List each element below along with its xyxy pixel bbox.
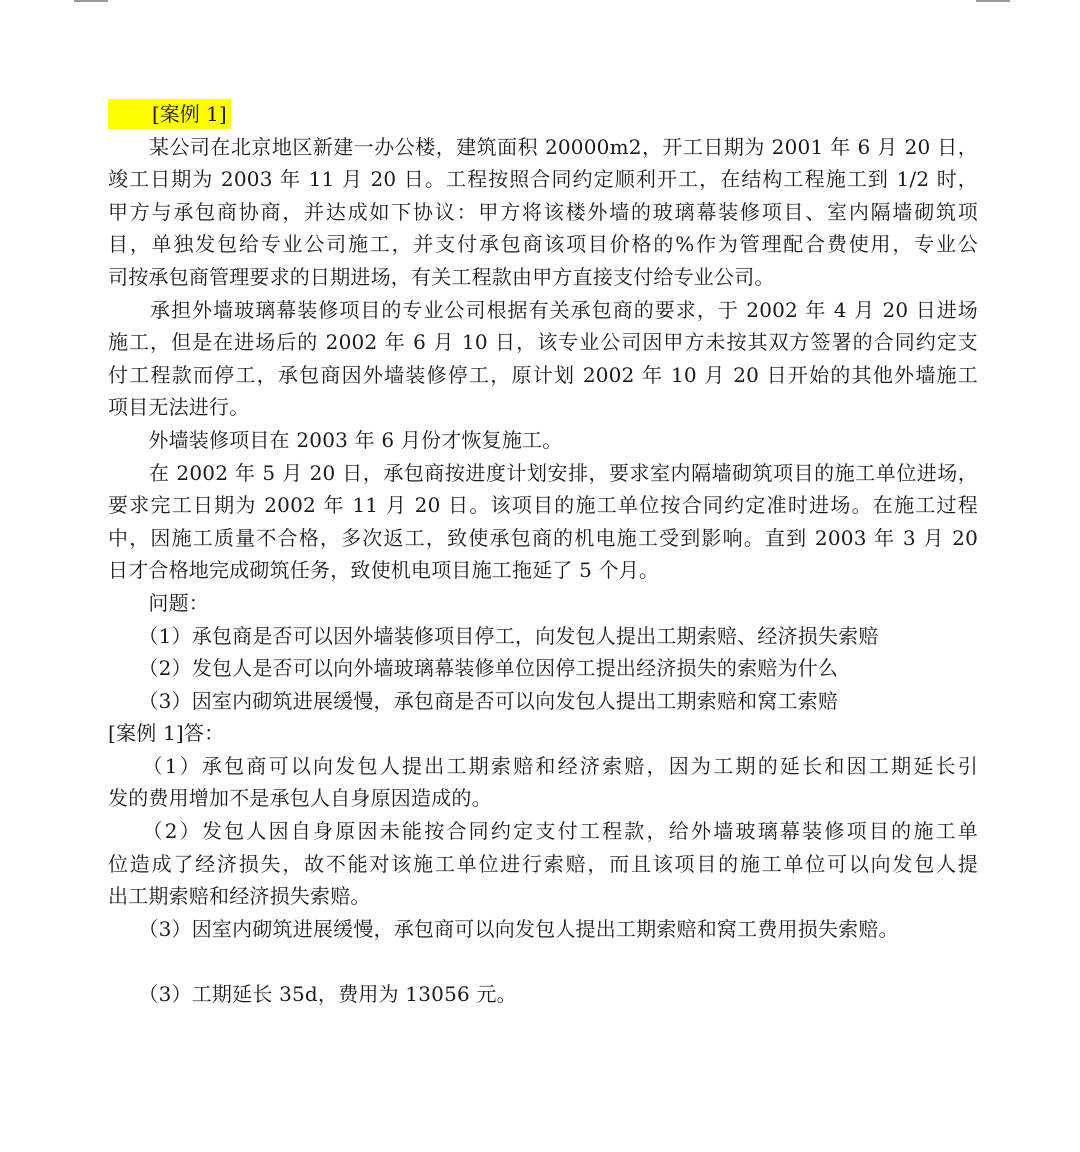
paragraph-gap (108, 945, 978, 978)
paragraph-p4 (108, 457, 978, 587)
page-corner-mark-right (976, 0, 1010, 2)
document-page (108, 98, 978, 1011)
text-line: 项目无法进行。 (108, 395, 250, 420)
text-line: 承担外墙玻璃幕装修项目的专业公司根据有关承包商的要求，于 2002 年 4 月 20 日进场 (108, 297, 978, 322)
text-line: （1）承包商是否可以因外墙装修项目停工，向发包人提出工期索赔、经济损失索赔 (108, 623, 879, 648)
text-line: （2）发包人是否可以向外墙玻璃幕装修单位因停工提出经济损失的索赔为什么 (108, 656, 839, 681)
text-line: [案例 1]答： (108, 721, 225, 746)
text-line: 位造成了经济损失，故不能对该施工单位进行索赔，而且该项目的施工单位可以向发包人提 (108, 851, 978, 876)
text-line: 在 2002 年 5 月 20 日，承包商按进度计划安排，要求室内隔墙砌筑项目的施工单位进场， (108, 460, 978, 485)
paragraph-a2 (108, 815, 978, 913)
text-line: 目，单独发包给专业公司施工，并支付承包商该项目价格的%作为管理配合费使用，专业公 (108, 232, 978, 257)
text-line: 出工期索赔和经济损失索赔。 (108, 884, 371, 909)
text-line: 日才合格地完成砌筑任务，致使机电项目施工拖延了 5 个月。 (108, 558, 660, 583)
page-corner-mark-left (74, 0, 108, 2)
text-line: （2）发包人因自身原因未能按合同约定支付工程款，给外墙玻璃幕装修项目的施工单 (108, 819, 978, 844)
text-line: 付工程款而停工，承包商因外墙装修停工，原计划 2002 年 10 月 20 日开始的其他外墙施工 (108, 362, 978, 387)
paragraph-q2 (108, 652, 978, 685)
text-line: 外墙装修项目在 2003 年 6 月份才恢复施工。 (108, 427, 563, 452)
text-line: 甲方与承包商协商，并达成如下协议：甲方将该楼外墙的玻璃幕装修项目、室内隔墙砌筑项 (108, 199, 978, 224)
text-line: （3）因室内砌筑进展缓慢，承包商是否可以向发包人提出工期索赔和窝工索赔 (108, 688, 839, 713)
text-line: 某公司在北京地区新建一办公楼，建筑面积 20000m2，开工日期为 2001 年 6 月 20 日， (108, 134, 978, 159)
paragraph-p3 (108, 424, 978, 457)
paragraph-p2 (108, 294, 978, 424)
case-title-row (108, 98, 978, 131)
document-body (108, 131, 978, 1011)
text-line: 中，因施工质量不合格，多次返工，致使承包商的机电施工受到影响。直到 2003 年 3 月 20 (108, 525, 978, 550)
text-line: 竣工日期为 2003 年 11 月 20 日。工程按照合同约定顺利开工，在结构工程施工到 1/2 时， (108, 167, 978, 192)
text-line: 施工，但是在进场后的 2002 年 6 月 10 日，该专业公司因甲方未按其双方签署的合同约定支 (108, 330, 978, 355)
paragraph-q1 (108, 620, 978, 653)
paragraph-answer_title (108, 717, 978, 750)
paragraph-a1 (108, 750, 978, 815)
paragraph-p1 (108, 131, 978, 294)
paragraph-q3 (108, 685, 978, 718)
text-line: （3）因室内砌筑进展缓慢，承包商可以向发包人提出工期索赔和窝工费用损失索赔。 (108, 916, 899, 941)
paragraph-a3 (108, 913, 978, 946)
text-line: 司按承包商管理要求的日期进场，有关工程款由甲方直接支付给专业公司。 (108, 264, 775, 289)
case-title-highlight: [案例 1] (108, 99, 231, 129)
text-line: 问题： (108, 590, 209, 615)
text-line: （1）承包商可以向发包人提出工期索赔和经济索赔，因为工期的延长和因工期延长引 (108, 753, 978, 778)
text-line: 发的费用增加不是承包人自身原因造成的。 (108, 786, 492, 811)
text-line: （3）工期延长 35d，费用为 13056 元。 (108, 982, 517, 1007)
paragraph-a4 (108, 978, 978, 1011)
text-line: 要求完工日期为 2002 年 11 月 20 日。该项目的施工单位按合同约定准时进场。在施工过程 (108, 493, 978, 518)
paragraph-p5 (108, 587, 978, 620)
